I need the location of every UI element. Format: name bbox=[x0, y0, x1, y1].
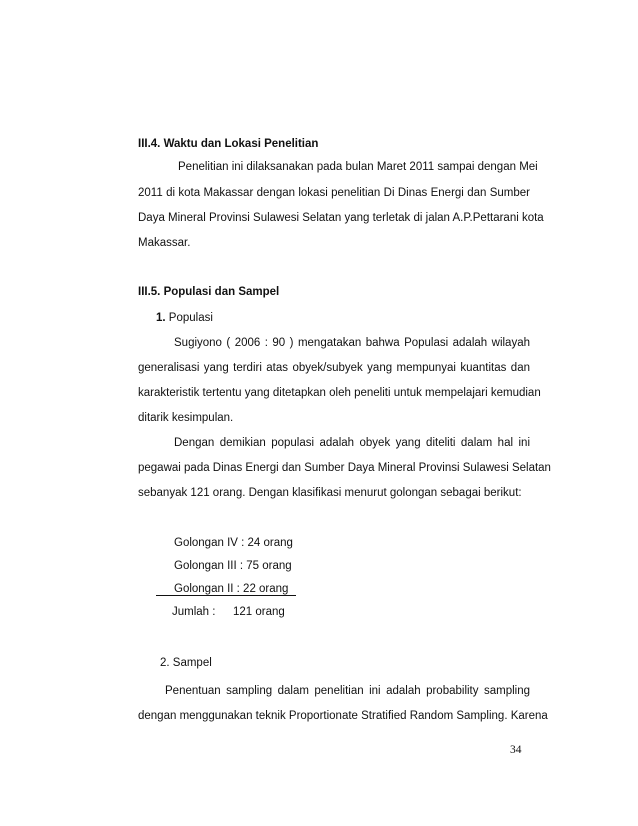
paragraph-line: 2011 di kota Makassar dengan lokasi penelitian Di Dinas Energi dan Sumber bbox=[138, 187, 530, 199]
paragraph-line: Daya Mineral Provinsi Sulawesi Selatan yang terletak di jalan A.P.Pettarani kota bbox=[138, 212, 544, 224]
golongan-item: Golongan II : 22 orang bbox=[174, 583, 289, 595]
page-number: 34 bbox=[510, 744, 522, 756]
paragraph-line: Penentuan sampling dalam penelitian ini adalah probability sampling bbox=[165, 685, 530, 697]
paragraph-line: Penelitian ini dilaksanakan pada bulan Maret 2011 sampai dengan Mei bbox=[178, 161, 538, 173]
total-label: Jumlah : bbox=[172, 606, 216, 618]
paragraph-line: Sugiyono ( 2006 : 90 ) mengatakan bahwa Populasi adalah wilayah bbox=[174, 337, 530, 349]
paragraph-line: generalisasi yang terdiri atas obyek/subyek yang mempunyai kuantitas dan bbox=[138, 362, 530, 374]
golongan-item: Golongan IV : 24 orang bbox=[174, 537, 293, 549]
section-heading-populasi-sampel: III.5. Populasi dan Sampel bbox=[138, 286, 280, 298]
subsection-title: Populasi bbox=[168, 312, 213, 324]
golongan-item: Golongan III : 75 orang bbox=[174, 560, 292, 572]
paragraph-line: Dengan demikian populasi adalah obyek yang diteliti dalam hal ini bbox=[174, 437, 530, 449]
total-value: 121 orang bbox=[233, 606, 285, 618]
paragraph-line: ditarik kesimpulan. bbox=[138, 412, 234, 424]
paragraph-line: karakteristik tertentu yang ditetapkan oleh peneliti untuk mempelajari kemudian bbox=[138, 387, 541, 399]
paragraph-line: Makassar. bbox=[138, 237, 191, 249]
paragraph-line: sebanyak 121 orang. Dengan klasifikasi menurut golongan sebagai berikut: bbox=[138, 487, 522, 499]
subsection-sampel: 2. Sampel bbox=[160, 657, 212, 669]
section-heading-waktu-lokasi: III.4. Waktu dan Lokasi Penelitian bbox=[138, 138, 319, 150]
sum-divider bbox=[156, 595, 296, 596]
subsection-number: 1. bbox=[156, 312, 166, 324]
paragraph-line: pegawai pada Dinas Energi dan Sumber Daya Mineral Provinsi Sulawesi Selatan bbox=[138, 462, 551, 474]
subsection-populasi bbox=[156, 311, 213, 325]
paragraph-line: dengan menggunakan teknik Proportionate Stratified Random Sampling. Karena bbox=[138, 710, 548, 722]
